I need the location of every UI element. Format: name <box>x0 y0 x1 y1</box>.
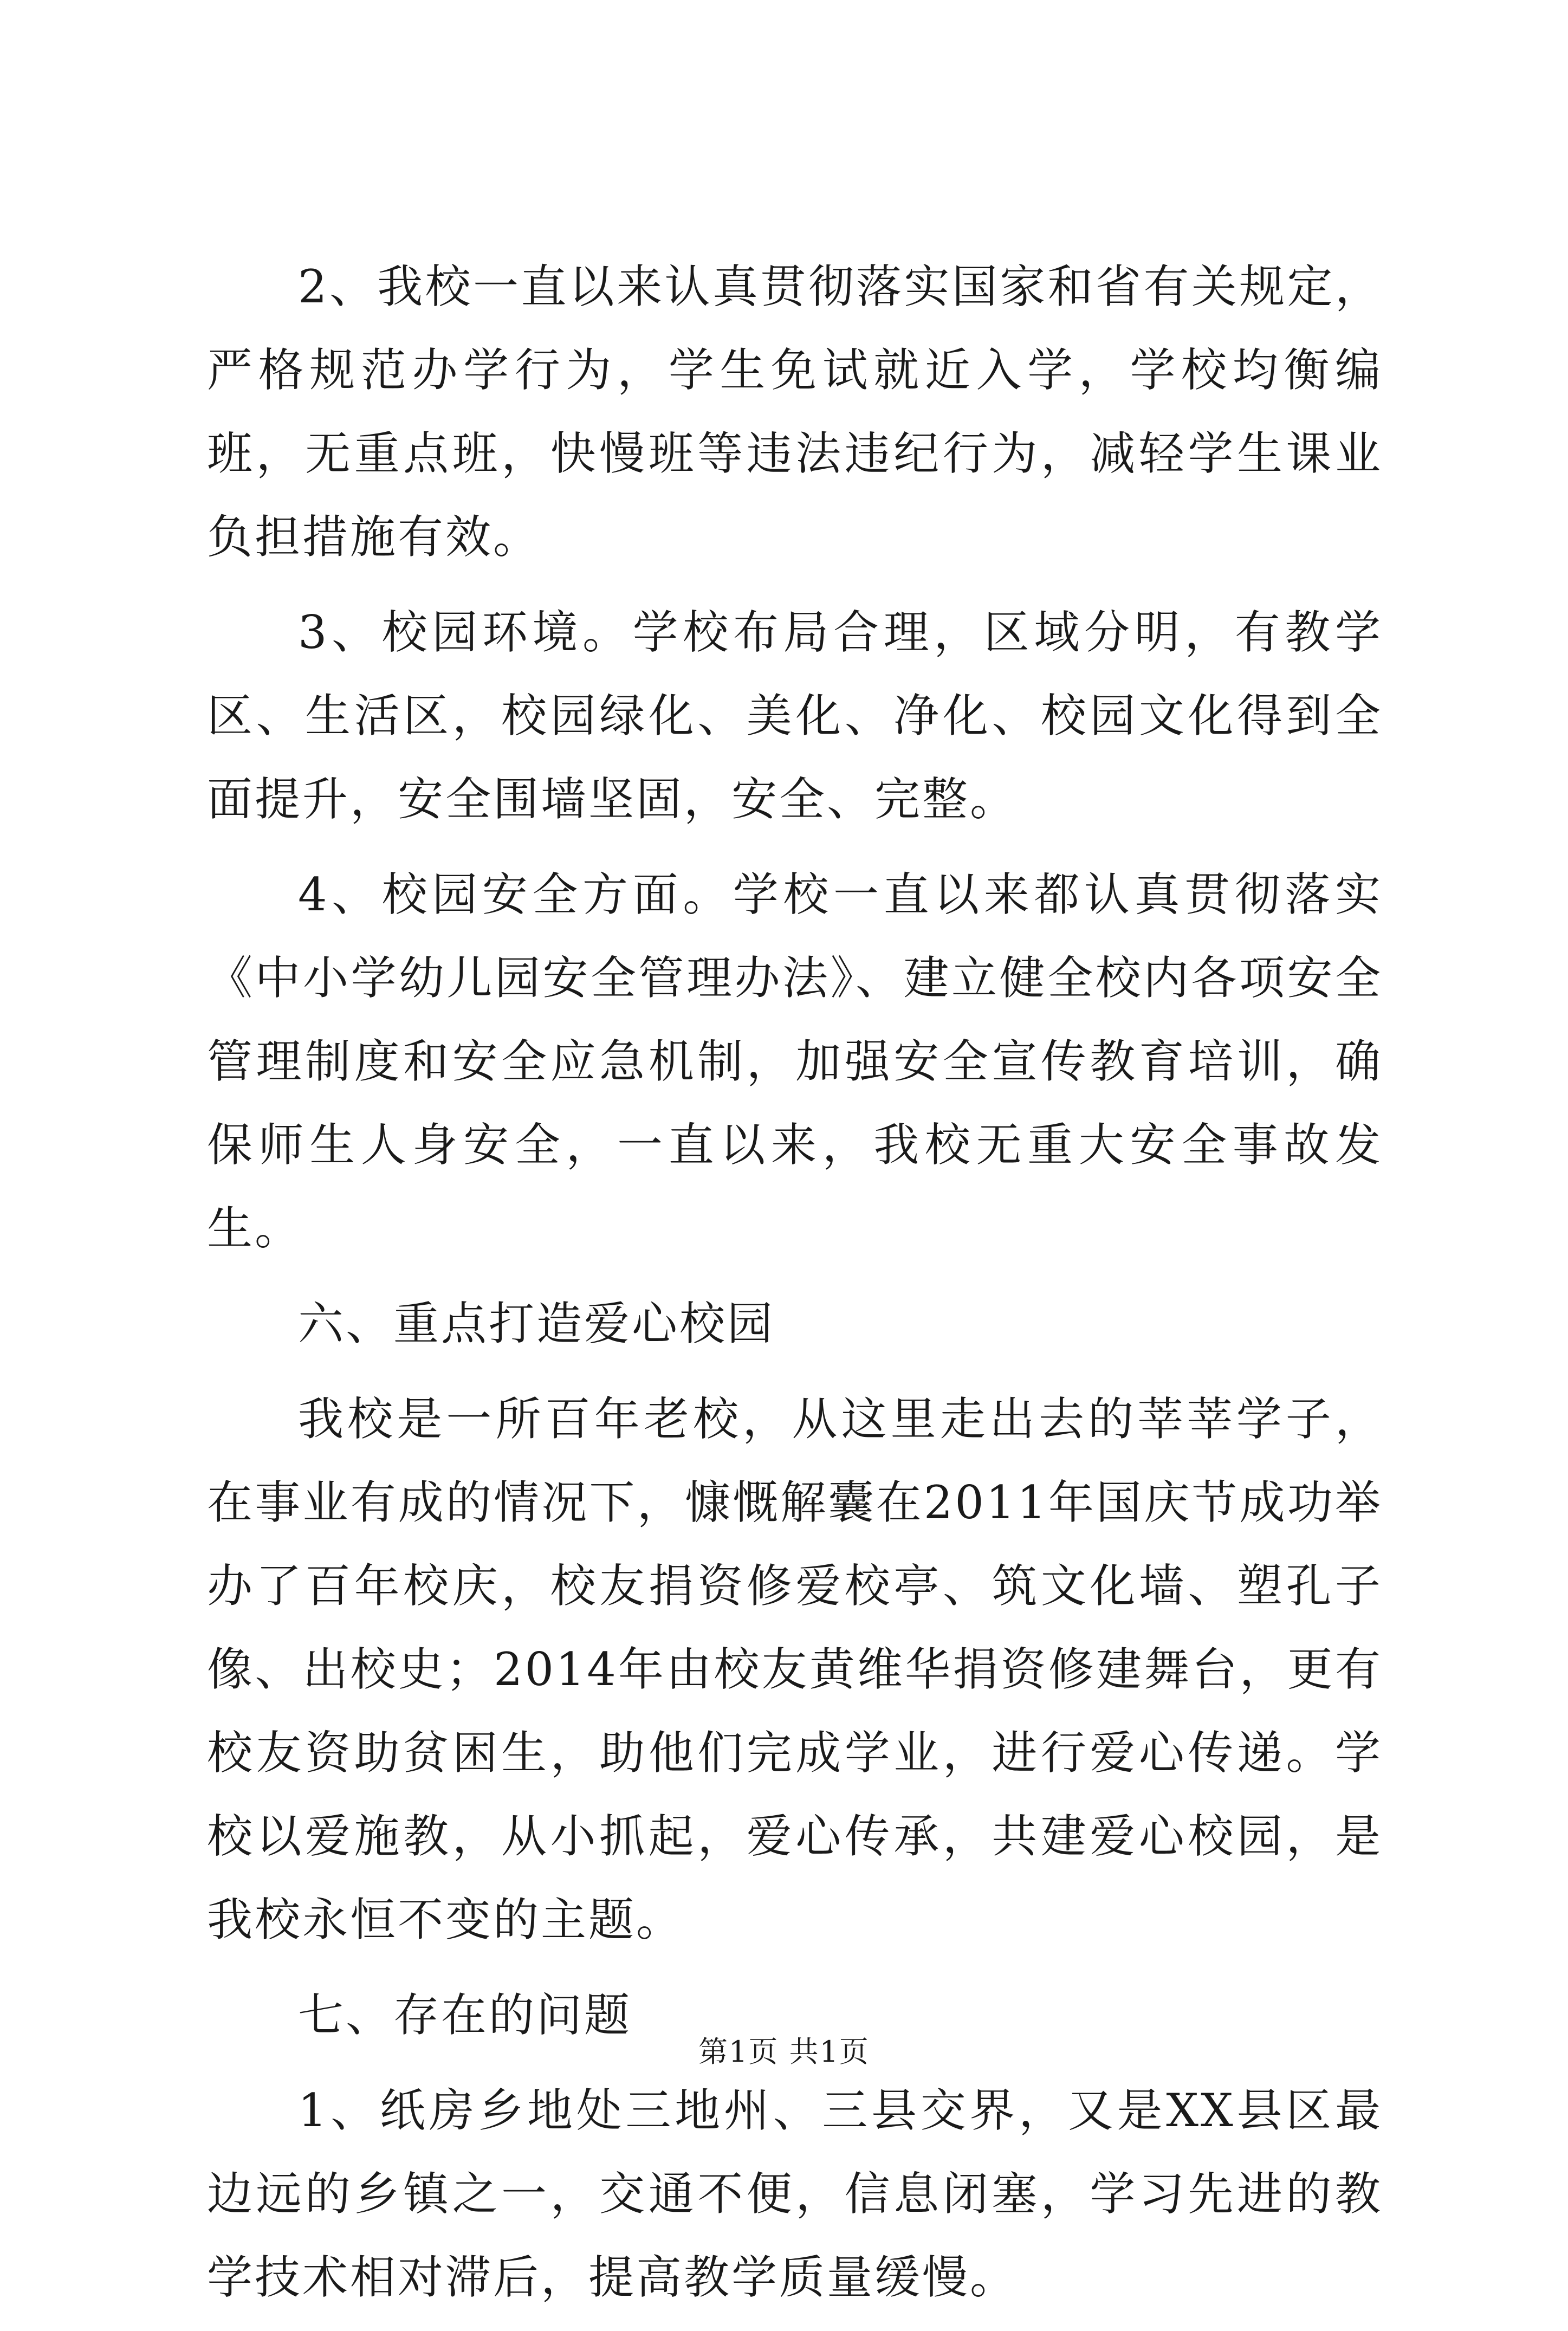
section-7-paragraph: 1、纸房乡地处三地州、三县交界，又是XX县区最边远的乡镇之一，交通不便，信息闭塞，学习先进的教学技术相对滞后，提高教学质量缓慢。 <box>207 2084 1383 2304</box>
section-6-paragraph: 我校是一所百年老校，从这里走出去的莘莘学子，在事业有成的情况下，慷慨解囊在2011年国庆节成功举办了百年校庆，校友捐资修爱校亭、筑文化墙、塑孔子像、出校史；2014年由校友黄维华捐资修建舞台，更有校友资助贫困生，助他们完成学业，进行爱心传递。学校以爱施教，从小抓起，爱心传承，共建爱心校园，是我校永恒不变的主题。 <box>207 1393 1383 1946</box>
section-heading-6: 六、重点打造爱心校园 <box>298 1297 775 1350</box>
paragraph-item-4: 4、校园安全方面。学校一直以来都认真贯彻落实《中小学幼儿园安全管理办法》、建立健全校内各项安全管理制度和安全应急机制，加强安全宣传教育培训，确保师生人身安全，一直以来，我校无重大安全事故发生。 <box>207 868 1383 1255</box>
page-footer: 第1页 共1页 <box>698 2035 870 2069</box>
paragraph-item-3: 3、校园环境。学校布局合理，区域分明，有教学区、生活区，校园绿化、美化、净化、校园文化得到全面提升，安全围墙坚固，安全、完整。 <box>207 606 1383 826</box>
document-body <box>207 245 1383 2331</box>
section-heading-7: 七、存在的问题 <box>298 1989 632 2042</box>
paragraph-item-2: 2、我校一直以来认真贯彻落实国家和省有关规定，严格规范办学行为，学生免试就近入学，学校均衡编班，无重点班，快慢班等违法违纪行为，减轻学生课业负担措施有效。 <box>207 260 1383 564</box>
